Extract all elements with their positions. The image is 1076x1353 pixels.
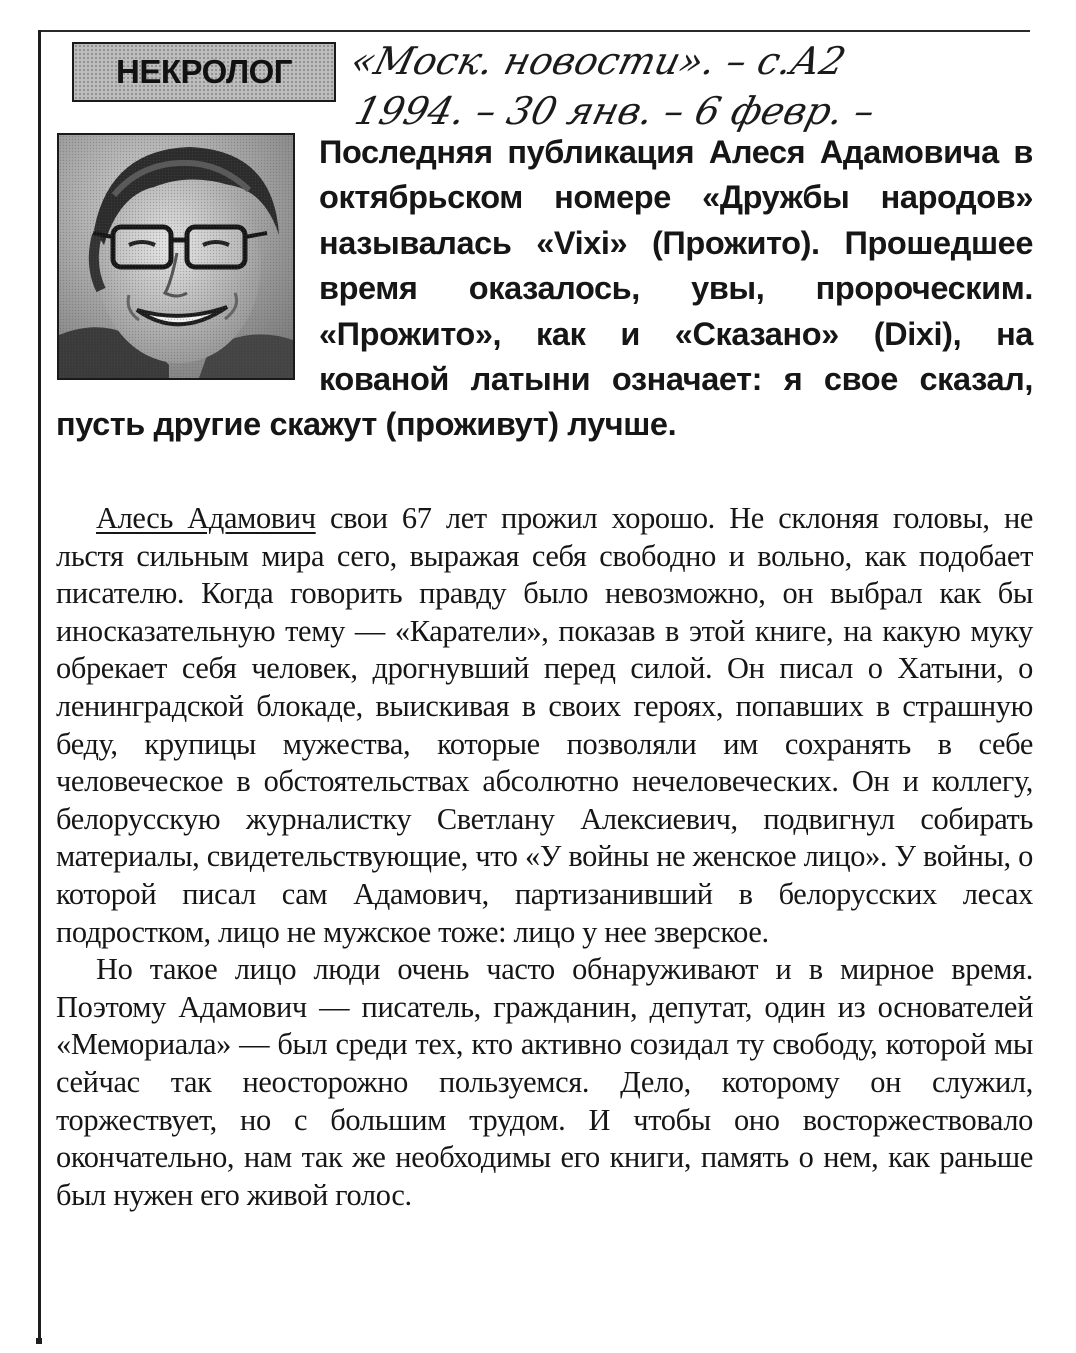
handwritten-line-1: «Моск. новости». – с.А2 (346, 39, 851, 83)
body-paragraph-2: Но такое лицо люди очень часто обнаруживают и в мирное время. Поэтому Адамович — писатель, гражданин, депутат, один из основателей «Мемориала» — был среди тех, кто активно созидал ту свободу, которой мы сейчас так неосторожно пользуемся. Дело, которому он служил, торжествует, но с большим трудом. И чтобы оно восторжествовало окончательно, нам так же необходимы его книги, память о нем, как раньше был нужен его живой голос. (56, 952, 1033, 1212)
handwritten-source-note (346, 38, 1042, 138)
clipping-corner-mark (36, 1338, 42, 1344)
lead-paragraph (56, 130, 1033, 448)
clipping-left-border (38, 30, 41, 1342)
body-paragraph-1 (56, 500, 1033, 951)
subject-name: Алесь Адамович (96, 501, 316, 535)
article-body (56, 500, 1033, 1214)
section-label: НЕКРОЛОГ (72, 42, 336, 102)
body-paragraph-1-text: свои 67 лет прожил хорошо. Не склоняя головы, не льстя сильным мира сего, выражая себя свободно и вольно, как подобает писателю. Когда говорить правду было невозможно, он выбрал как бы иносказательную тему — «Каратели», показав в этой книге, на какую муку обрекает себя человек, дрогнувший перед силой. Он писал о Хатыни, о ленинградской блокаде, выискивая в своих героях, попавших в страшную беду, крупицы мужества, которые позволяли им сохранять в себе человеческое в обстоятельствах абсолютно нечеловеческих. Он и коллегу, белорусскую журналистку Светлану Алексиевич, подвигнул собирать материалы, свидетельствующие, что «У войны не женское лицо». У войны, о которой писал сам Адамович, партизанивший в белорусских лесах подростком, лицо не мужское тоже: лицо у нее зверское. (56, 501, 1033, 949)
photo-spacer (56, 130, 319, 402)
handwritten-line-2: 1994. – 30 янв. – 6 февр. – (350, 89, 880, 133)
lead-text: Последняя публикация Алеся Адамовича в октябрьском номере «Дружбы народов» называлась «Vixi» (Прожито). Прошедшее время оказалось, увы, пророческим. «Прожито», как и «Сказано» (Dixi), на кованой латыни означает: я свое сказал, пусть другие скажут (проживут) лучше. (56, 134, 1033, 443)
clipping-top-border (40, 30, 1030, 32)
